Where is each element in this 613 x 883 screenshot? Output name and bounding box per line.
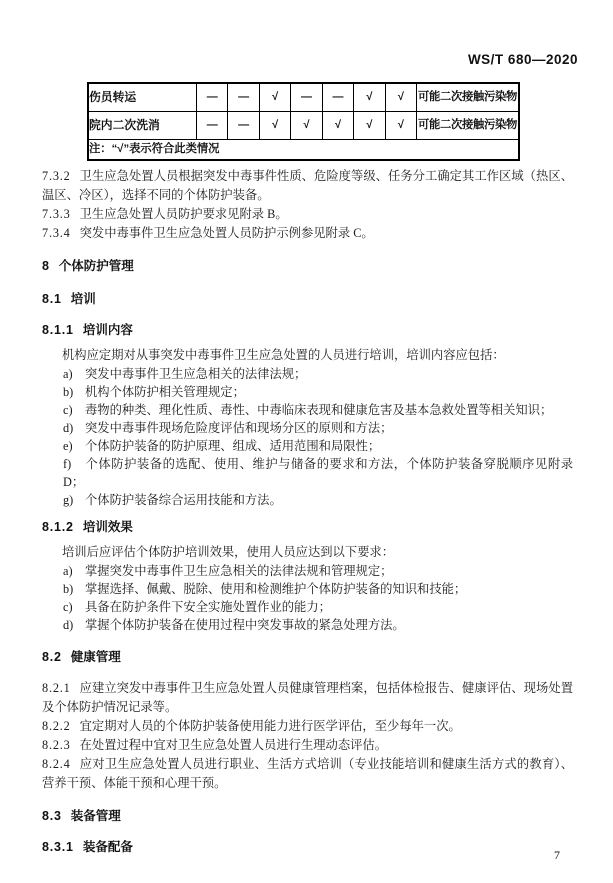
list-item: [42, 419, 573, 437]
clause-8-2-2: [42, 717, 573, 736]
section-8-heading: [42, 257, 573, 276]
row-label: 伤员转运: [88, 83, 197, 111]
list-text: 突发中毒事件现场危险度评估和现场分区的原则和方法；: [85, 420, 393, 435]
clause-8-2-1: [42, 679, 573, 717]
list-item: [42, 491, 573, 509]
page-number: 7: [554, 848, 560, 862]
list-item: [42, 455, 573, 491]
list-text: 毒物的种类、理化性质、毒性、中毒临床表现和健康危害及基本急救处置等相关知识；: [85, 402, 553, 417]
training-content-intro: 机构应定期对从事突发中毒事件卫生应急处置的人员进行培训，培训内容应包括：: [62, 347, 505, 362]
list-text: 具备在防护条件下安全实施处置作业的能力；: [85, 599, 331, 614]
heading-number: 8.3.1: [42, 839, 74, 854]
clause-number: 8.2.1: [42, 680, 71, 695]
list-text: 掌握突发中毒事件卫生应急相关的法律法规和管理规定；: [85, 563, 393, 578]
clause-number: 7.3.2: [42, 168, 71, 183]
table-note: 注：“√”表示符合此类情况: [88, 139, 519, 160]
check-cell: —: [322, 83, 353, 111]
clause-number: 8.2.3: [42, 737, 71, 752]
clause-number: 7.3.3: [42, 206, 71, 221]
clause-number: 8.2.4: [42, 756, 71, 771]
clause-8-2-4: [42, 755, 573, 793]
clause-text: 应对卫生应急处置人员进行职业、生活方式培训（专业技能培训和健康生活方式的教育）、营养干预、体能干预和心理干预。: [42, 756, 573, 790]
list-item: [42, 562, 573, 580]
check-cell: √: [354, 83, 385, 111]
list-text: 突发中毒事件卫生应急相关的法律法规；: [85, 366, 307, 381]
clause-text: 应建立突发中毒事件卫生应急处置人员健康管理档案，包括体检报告、健康评估、现场处置及个体防护情况记录等。: [42, 680, 573, 714]
list-marker: c): [63, 599, 73, 614]
check-cell: √: [385, 111, 416, 139]
section-8-3-1-heading: [42, 838, 573, 857]
remark-cell: 可能二次接触污染物: [417, 111, 519, 139]
check-cell: √: [259, 111, 290, 139]
heading-number: 8.1.1: [42, 322, 74, 337]
clause-7-3-2: [42, 167, 573, 205]
table-note-row: [88, 139, 519, 160]
clause-text: 在处置过程中宜对卫生应急处置人员进行生理动态评估。: [79, 737, 388, 752]
section-8-1-heading: [42, 290, 573, 309]
clause-text: 卫生应急处置人员防护要求见附录 B。: [79, 206, 288, 221]
clause-text: 突发中毒事件卫生应急处置人员防护示例参见附录 C。: [79, 225, 374, 240]
doc-number: WS/T 680—2020: [467, 52, 578, 67]
check-cell: —: [197, 83, 228, 111]
heading-title: 培训: [70, 291, 96, 306]
heading-title: 健康管理: [70, 649, 121, 664]
list-text: 掌握选择、佩戴、脱除、使用和检测维护个体防护装备的知识和技能；: [85, 581, 467, 596]
list-text: 机构个体防护相关管理规定；: [85, 384, 245, 399]
list-item: [42, 598, 573, 616]
list-item: [42, 401, 573, 419]
list-text: 个体防护装备的防护原理、组成、适用范围和局限性；: [85, 438, 381, 453]
heading-number: 8: [42, 258, 50, 273]
table-row-hospital-decontamination: [88, 111, 519, 139]
heading-title: 培训内容: [82, 322, 133, 337]
check-cell: —: [228, 111, 259, 139]
check-cell: √: [354, 111, 385, 139]
check-cell: —: [228, 83, 259, 111]
remark-cell: 可能二次接触污染物: [417, 83, 519, 111]
clause-8-2-3: [42, 736, 573, 755]
section-8-3-heading: [42, 807, 573, 826]
list-marker: b): [63, 384, 74, 399]
list-item: [42, 616, 573, 634]
list-text: 掌握个体防护装备在使用过程中突发事故的紧急处理方法。: [85, 617, 405, 632]
list-marker: d): [63, 617, 74, 632]
check-cell: √: [385, 83, 416, 111]
heading-title: 装备管理: [70, 808, 121, 823]
heading-number: 8.1.2: [42, 519, 74, 534]
heading-title: 装备配备: [82, 839, 133, 854]
row-label: 院内二次洗消: [88, 111, 197, 139]
list-text: 个体防护装备综合运用技能和方法。: [85, 492, 282, 507]
check-cell: √: [322, 111, 353, 139]
training-effect-intro: 培训后应评估个体防护培训效果，使用人员应达到以下要求：: [62, 544, 395, 559]
check-cell: √: [259, 83, 290, 111]
clause-text: 宜定期对人员的个体防护装备使用能力进行医学评估，至少每年一次。: [79, 718, 461, 733]
check-cell: —: [197, 111, 228, 139]
list-marker: a): [63, 563, 73, 578]
list-marker: f): [63, 456, 72, 471]
section-8-1-1-heading: [42, 321, 573, 340]
section-8-2-heading: [42, 648, 573, 667]
list-marker: b): [63, 581, 74, 596]
section-8-1-2-heading: [42, 518, 573, 537]
heading-number: 8.3: [42, 808, 62, 823]
list-item: [42, 365, 573, 383]
clause-7-3-3: [42, 205, 573, 224]
clause-number: 7.3.4: [42, 225, 71, 240]
list-item: [42, 580, 573, 598]
list-item: [42, 383, 573, 401]
check-cell: —: [291, 83, 322, 111]
list-marker: a): [63, 366, 73, 381]
check-cell: √: [291, 111, 322, 139]
heading-title: 培训效果: [82, 519, 133, 534]
list-marker: c): [63, 402, 73, 417]
list-marker: g): [63, 492, 74, 507]
heading-title: 个体防护管理: [58, 258, 134, 273]
ppe-selection-table: [87, 82, 520, 161]
list-marker: d): [63, 420, 74, 435]
clause-7-3-4: [42, 224, 573, 243]
list-item: [42, 437, 573, 455]
heading-number: 8.1: [42, 291, 62, 306]
list-text: 个体防护装备的选配、使用、维护与储备的要求和方法，个体防护装备穿脱顺序见附录 D；: [63, 456, 573, 489]
list-marker: e): [63, 438, 73, 453]
clause-number: 8.2.2: [42, 718, 71, 733]
clause-text: 卫生应急处置人员根据突发中毒事件性质、危险度等级、任务分工确定其工作区域（热区、温区、冷区），选择不同的个体防护装备。: [42, 168, 573, 202]
table-row-casualty-transport: [88, 83, 519, 111]
heading-number: 8.2: [42, 649, 62, 664]
